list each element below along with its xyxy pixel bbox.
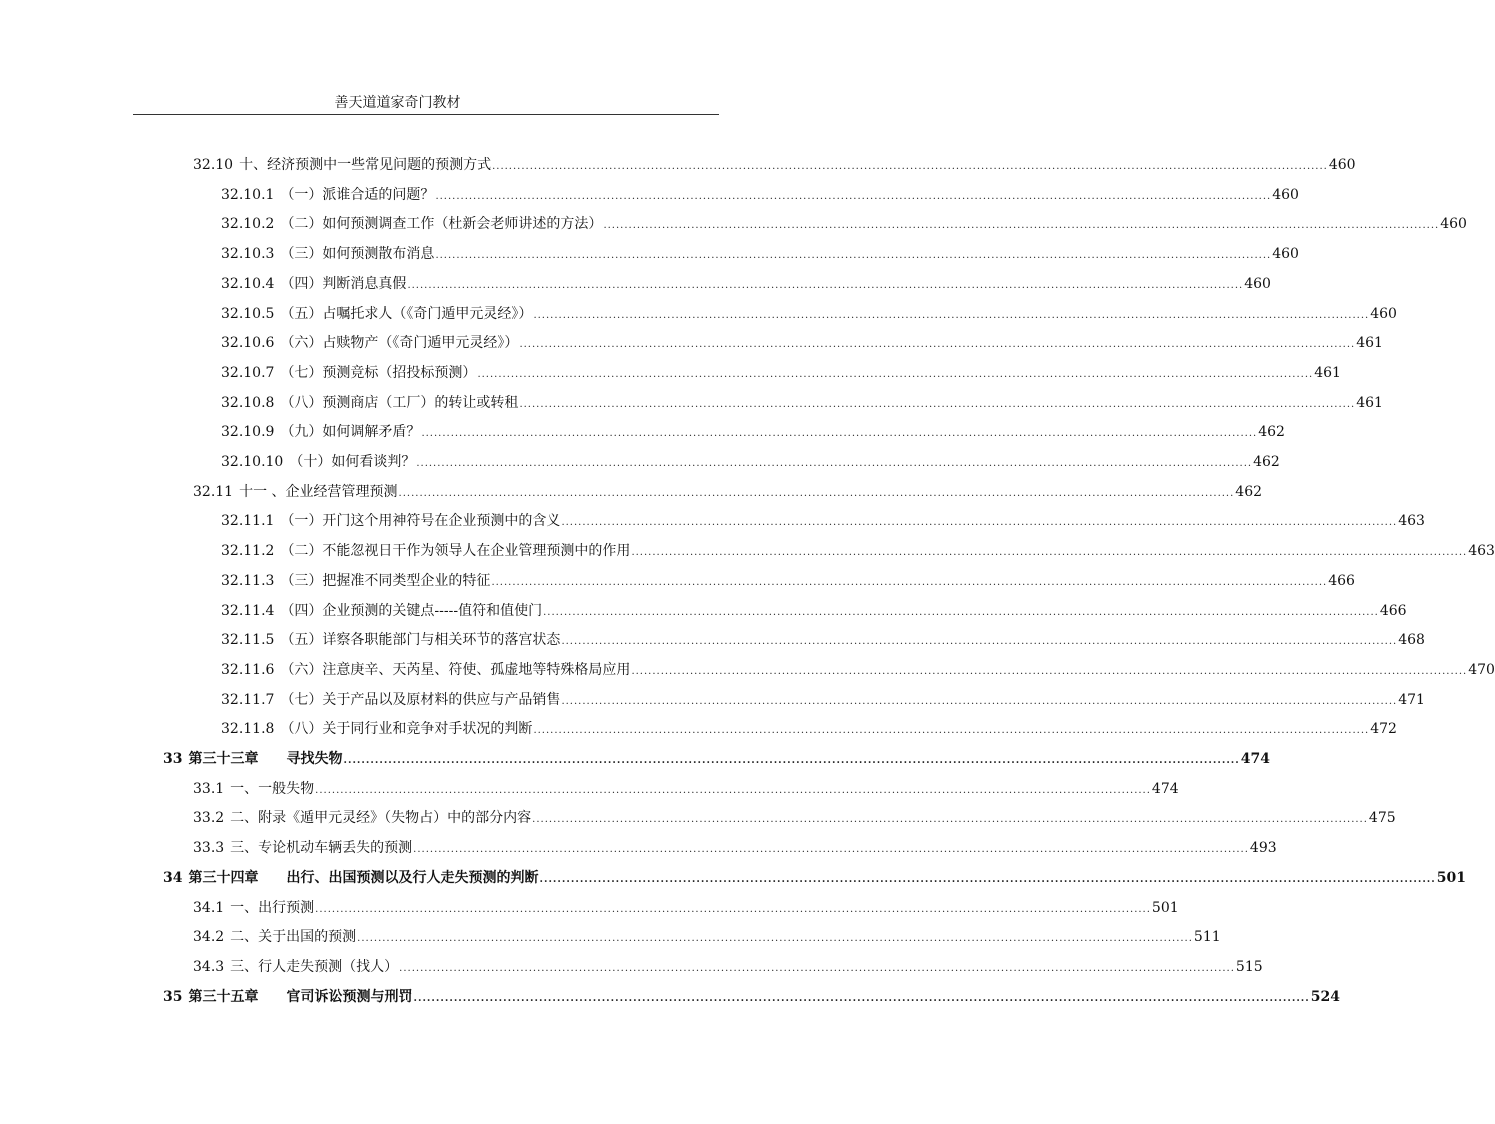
toc-entry-label xyxy=(193,896,314,920)
toc-entry-label xyxy=(193,806,531,830)
toc-entry-page: 460 xyxy=(1272,187,1299,203)
toc-entry-page: 524 xyxy=(1310,989,1341,1005)
toc-entry-number: 32.10 xyxy=(193,157,234,173)
toc-entry-title: 十一 、企业经营管理预测 xyxy=(239,484,398,500)
toc-entry-label xyxy=(221,628,560,652)
toc-entry-page: 460 xyxy=(1440,216,1467,232)
toc-entry-label xyxy=(221,391,518,415)
toc-entry-title: （四）判断消息真假 xyxy=(280,276,407,292)
toc-entry-label xyxy=(221,272,406,296)
toc-leader-dots: ........................................................................................................................................................................................................ xyxy=(539,874,1436,885)
toc-entry-title: （四）企业预测的关键点-----值符和值使门 xyxy=(280,603,543,619)
toc-entry-title: （一）开门这个用神符号在企业预测中的含义 xyxy=(280,513,561,529)
toc-entry[interactable] xyxy=(221,272,1271,296)
toc-leader-dots: ........................................................................................................................................................................................................ xyxy=(435,191,1272,202)
toc-entry-number: 32.10.4 xyxy=(221,276,275,292)
toc-entry-title: （七）预测竞标（招投标预测） xyxy=(280,365,477,381)
toc-entry-label xyxy=(221,242,434,266)
toc-leader-dots: ........................................................................................................................................................................................................ xyxy=(533,725,1370,736)
toc-entry[interactable] xyxy=(193,896,1179,920)
toc-entry-number: 32.11.5 xyxy=(221,632,275,648)
toc-entry[interactable] xyxy=(193,925,1221,949)
toc-entry-title: （五）详察各职能部门与相关环节的落宫状态 xyxy=(280,632,561,648)
toc-entry-number: 34.2 xyxy=(193,929,225,945)
toc-entry[interactable] xyxy=(221,183,1299,207)
toc-entry-title: （八）关于同行业和竞争对手状况的判断 xyxy=(280,721,533,737)
toc-leader-dots: ........................................................................................................................................................................................................ xyxy=(533,310,1370,321)
toc-entry-label xyxy=(193,955,398,979)
toc-entry-number: 32.11.7 xyxy=(221,692,275,708)
toc-entry-page: 460 xyxy=(1370,306,1397,322)
toc-entry-title: 二、关于出国的预测 xyxy=(230,929,357,945)
toc-entry-number: 35 xyxy=(163,989,183,1005)
toc-leader-dots: ........................................................................................................................................................................................................ xyxy=(315,904,1151,915)
toc-entry-number: 32.10.5 xyxy=(221,306,275,322)
toc-entry-number: 33 xyxy=(163,751,183,767)
toc-entry[interactable] xyxy=(193,806,1396,830)
toc-entry-page: 460 xyxy=(1272,246,1299,262)
toc-entry-page: 462 xyxy=(1258,424,1285,440)
toc-entry-number: 32.11.6 xyxy=(221,662,275,678)
toc-entry-title: （一）派谁合适的问题？ xyxy=(280,187,435,203)
toc-entry-number: 34.1 xyxy=(193,900,225,916)
toc-entry-label xyxy=(163,747,342,771)
toc-entry-label xyxy=(193,836,412,860)
toc-entry-label xyxy=(221,688,560,712)
toc-leader-dots: ........................................................................................................................................................................................................ xyxy=(519,339,1356,350)
toc-entry-label xyxy=(193,153,491,177)
toc-entry-label xyxy=(221,717,532,741)
toc-entry-number: 32.11.8 xyxy=(221,721,275,737)
toc-leader-dots: ........................................................................................................................................................................................................ xyxy=(416,458,1253,469)
toc-leader-dots: ........................................................................................................................................................................................................ xyxy=(421,428,1258,439)
toc-entry-page: 468 xyxy=(1398,632,1425,648)
toc-entry-page: 463 xyxy=(1398,513,1425,529)
toc-entry-title: 一、一般失物 xyxy=(230,781,315,797)
toc-entry-page: 461 xyxy=(1314,365,1341,381)
toc-leader-dots: ........................................................................................................................................................................................................ xyxy=(399,963,1235,974)
toc-entry-label xyxy=(221,450,415,474)
toc-leader-dots: ........................................................................................................................................................................................................ xyxy=(532,814,1368,825)
toc-entry[interactable] xyxy=(221,391,1383,415)
toc-entry[interactable] xyxy=(221,717,1397,741)
toc-entry-page: 511 xyxy=(1193,929,1221,945)
toc-leader-dots: ........................................................................................................................................................................................................ xyxy=(315,785,1151,796)
toc-entry-page: 471 xyxy=(1398,692,1425,708)
toc-entry-number: 32.10.9 xyxy=(221,424,275,440)
toc-entry-label xyxy=(221,569,490,593)
toc-entry-title: （七）关于产品以及原材料的供应与产品销售 xyxy=(280,692,561,708)
toc-entry[interactable] xyxy=(221,361,1341,385)
toc-entry-page: 474 xyxy=(1151,781,1179,797)
toc-entry-title: （九）如何调解矛盾？ xyxy=(280,424,421,440)
toc-leader-dots: ........................................................................................................................................................................................................ xyxy=(343,755,1240,766)
toc-entry[interactable] xyxy=(221,331,1383,355)
toc-entry[interactable] xyxy=(221,628,1425,652)
toc-entry[interactable] xyxy=(221,450,1280,474)
toc-entry-title: 第三十四章 出行、出国预测以及行人走失预测的判断 xyxy=(188,870,539,886)
toc-leader-dots: ........................................................................................................................................................................................................ xyxy=(398,488,1235,499)
toc-entry-title: （八）预测商店（工厂）的转让或转租 xyxy=(280,395,519,411)
toc-entry-title: 三、行人走失预测（找人） xyxy=(230,959,399,975)
toc-entry-page: 461 xyxy=(1356,335,1383,351)
toc-entry-label xyxy=(221,302,532,326)
toc-leader-dots: ........................................................................................................................................................................................................ xyxy=(561,636,1398,647)
toc-entry-title: （三）把握准不同类型企业的特征 xyxy=(280,573,491,589)
toc-entry-title: 第三十三章 寻找失物 xyxy=(188,751,343,767)
toc-entry[interactable] xyxy=(221,242,1299,266)
toc-entry-page: 461 xyxy=(1356,395,1383,411)
toc-entry-number: 32.10.7 xyxy=(221,365,275,381)
toc-leader-dots: ........................................................................................................................................................................................................ xyxy=(413,844,1249,855)
toc-entry[interactable] xyxy=(163,747,1271,771)
toc-entry[interactable] xyxy=(221,569,1355,593)
toc-entry-page: 472 xyxy=(1370,721,1397,737)
toc-entry-page: 466 xyxy=(1328,573,1355,589)
toc-entry-label xyxy=(193,925,356,949)
toc-entry[interactable] xyxy=(221,509,1425,533)
toc-entry-number: 32.11.3 xyxy=(221,573,275,589)
toc-entry-page: 475 xyxy=(1368,810,1396,826)
toc-entry[interactable] xyxy=(193,153,1356,177)
toc-entry-number: 34.3 xyxy=(193,959,225,975)
toc-entry-page: 466 xyxy=(1379,603,1407,619)
toc-entry-title: （六）注意庚辛、天芮星、符使、孤虚地等特殊格局应用 xyxy=(280,662,631,678)
toc-entry-page: 501 xyxy=(1436,870,1467,886)
toc-entry-title: （二）不能忽视日干作为领导人在企业管理预测中的作用 xyxy=(280,543,631,559)
toc-entry-number: 32.11.2 xyxy=(221,543,275,559)
toc-entry-title: 二、附录《遁甲元灵经》（失物占）中的部分内容 xyxy=(230,810,532,826)
toc-entry[interactable] xyxy=(193,480,1263,504)
toc-entry-page: 515 xyxy=(1235,959,1263,975)
toc-entry[interactable] xyxy=(193,836,1277,860)
toc-entry[interactable] xyxy=(221,599,1407,623)
toc-entry-label xyxy=(221,212,602,236)
toc-entry-page: 462 xyxy=(1253,454,1280,470)
toc-leader-dots: ........................................................................................................................................................................................................ xyxy=(561,696,1398,707)
toc-entry-label xyxy=(221,599,542,623)
toc-entry[interactable] xyxy=(221,212,1467,236)
toc-leader-dots: ........................................................................................................................................................................................................ xyxy=(407,280,1244,291)
toc-entry-title: （三）如何预测散布消息 xyxy=(280,246,435,262)
toc-entry-page: 470 xyxy=(1468,662,1495,678)
toc-entry-page: 463 xyxy=(1468,543,1495,559)
toc-entry-title: 十、经济预测中一些常见问题的预测方式 xyxy=(239,157,492,173)
toc-entry[interactable] xyxy=(221,302,1397,326)
toc-entry-number: 34 xyxy=(163,870,183,886)
toc-leader-dots: ........................................................................................................................................................................................................ xyxy=(603,220,1440,231)
toc-entry-label xyxy=(193,777,314,801)
toc-entry-number: 32.10.10 xyxy=(221,454,284,470)
toc-entry[interactable] xyxy=(193,955,1263,979)
toc-entry-number: 33.2 xyxy=(193,810,225,826)
toc-entry-title: 第三十五章 官司诉讼预测与刑罚 xyxy=(188,989,413,1005)
toc-entry-number: 32.10.6 xyxy=(221,335,275,351)
toc-entry-label xyxy=(221,420,420,444)
toc-entry-page: 460 xyxy=(1328,157,1356,173)
toc-entry-label xyxy=(221,361,476,385)
toc-entry[interactable] xyxy=(163,866,1467,890)
toc-leader-dots: ........................................................................................................................................................................................................ xyxy=(519,399,1356,410)
toc-entry-number: 32.10.8 xyxy=(221,395,275,411)
toc-leader-dots: ........................................................................................................................................................................................................ xyxy=(631,666,1468,677)
toc-entry-page: 493 xyxy=(1249,840,1277,856)
toc-entry[interactable] xyxy=(193,777,1179,801)
toc-entry-page: 501 xyxy=(1151,900,1179,916)
toc-entry-label xyxy=(221,539,630,563)
toc-entry-title: （二）如何预测调查工作（杜新会老师讲述的方法） xyxy=(280,216,603,232)
toc-leader-dots: ........................................................................................................................................................................................................ xyxy=(561,517,1398,528)
toc-entry-page: 460 xyxy=(1244,276,1271,292)
running-header: 善天道道家奇门教材 xyxy=(334,95,461,111)
toc-entry-title: 三、专论机动车辆丢失的预测 xyxy=(230,840,413,856)
toc-entry-number: 32.11.1 xyxy=(221,513,275,529)
toc-entry-number: 32.10.2 xyxy=(221,216,275,232)
toc-entry-page: 474 xyxy=(1240,751,1271,767)
toc-entry-label xyxy=(163,866,538,890)
toc-entry[interactable] xyxy=(163,985,1341,1009)
toc-entry-page: 462 xyxy=(1235,484,1263,500)
toc-entry[interactable] xyxy=(221,658,1495,682)
toc-entry-title: （六）占赎物产（《奇门遁甲元灵经》） xyxy=(280,335,519,351)
toc-entry-label xyxy=(163,985,412,1009)
toc-entry-number: 32.11 xyxy=(193,484,234,500)
toc-leader-dots: ........................................................................................................................................................................................................ xyxy=(543,607,1379,618)
toc-leader-dots: ........................................................................................................................................................................................................ xyxy=(492,161,1328,172)
toc-entry-label xyxy=(221,331,518,355)
toc-entry[interactable] xyxy=(221,688,1425,712)
toc-entry-title: （十）如何看谈判？ xyxy=(289,454,416,470)
toc-entry-number: 33.1 xyxy=(193,781,225,797)
toc-entry-label xyxy=(221,658,630,682)
toc-entry-number: 33.3 xyxy=(193,840,225,856)
toc-leader-dots: ........................................................................................................................................................................................................ xyxy=(477,369,1314,380)
toc-leader-dots: ........................................................................................................................................................................................................ xyxy=(435,250,1272,261)
toc-entry-label xyxy=(221,509,560,533)
toc-entry-title: （五）占嘱托求人（《奇门遁甲元灵经》） xyxy=(280,306,533,322)
toc-entry-label xyxy=(193,480,398,504)
toc-entry-title: 一、出行预测 xyxy=(230,900,315,916)
toc-entry[interactable] xyxy=(221,420,1285,444)
toc-leader-dots: ........................................................................................................................................................................................................ xyxy=(491,577,1328,588)
toc-leader-dots: ........................................................................................................................................................................................................ xyxy=(413,993,1310,1004)
header-divider xyxy=(133,114,719,115)
toc-leader-dots: ........................................................................................................................................................................................................ xyxy=(357,933,1193,944)
toc-entry-label xyxy=(221,183,434,207)
toc-entry[interactable] xyxy=(221,539,1495,563)
toc-entry-number: 32.10.3 xyxy=(221,246,275,262)
toc-entry-number: 32.10.1 xyxy=(221,187,275,203)
toc-leader-dots: ........................................................................................................................................................................................................ xyxy=(631,547,1468,558)
toc-entry-number: 32.11.4 xyxy=(221,603,275,619)
